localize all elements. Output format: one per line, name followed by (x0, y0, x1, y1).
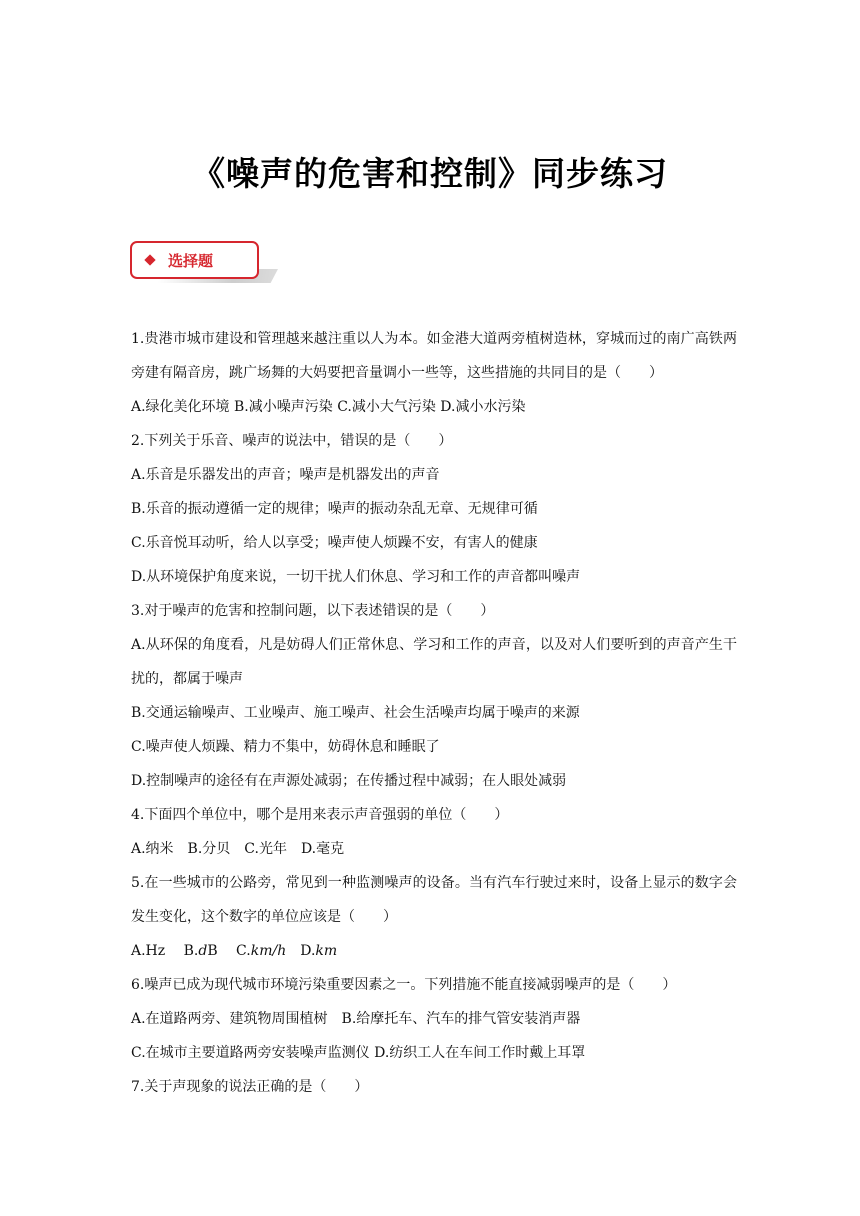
question-2-option-c: C.乐音悦耳动听，给人以享受；噪声使人烦躁不安，有害人的健康 (131, 535, 538, 551)
question-5-option-c: km/h (250, 943, 287, 959)
question-3-option-a: A.从环保的角度看，凡是妨碍人们正常休息、学习和工作的声音，以及对人们要听到的声音产生干扰的，都属于噪声 (131, 637, 737, 687)
question-2-option-d: D.从环境保护角度来说，一切干扰人们休息、学习和工作的声音都叫噪声 (131, 569, 581, 585)
question-5-option-d: km (315, 943, 338, 959)
question-3-option-d: D.控制噪声的途径有在声源处减弱；在传播过程中减弱；在人眼处减弱 (131, 773, 567, 789)
question-2-option-a: A.乐音是乐器发出的声音；噪声是机器发出的声音 (131, 467, 440, 483)
diamond-icon (144, 254, 155, 265)
question-1-options: A.绿化美化环境 B.减小噪声污染 C.减小大气污染 D.减小水污染 (131, 399, 526, 415)
question-list (131, 322, 737, 1104)
question-5-option-a: A.Hz B. (131, 943, 199, 959)
question-4-options: A.纳米 B.分贝 C.光年 D.毫克 (131, 841, 345, 857)
question-4-stem: 4.下面四个单位中，哪个是用来表示声音强弱的单位（ ） (131, 807, 509, 823)
question-6-options-cd: C.在城市主要道路两旁安装噪声监测仪 D.纺织工人在车间工作时戴上耳罩 (131, 1045, 586, 1061)
question-5-option-b-rest: B C. (207, 943, 251, 959)
section-label: 选择题 (168, 251, 214, 270)
section-header (130, 241, 280, 287)
question-3-option-c: C.噪声使人烦躁、精力不集中，妨碍休息和睡眠了 (131, 739, 440, 755)
question-1-stem: 1.贵港市城市建设和管理越来越注重以人为本。如金港大道两旁植树造林，穿城而过的南广高铁两旁建有隔音房，跳广场舞的大妈要把音量调小一些等，这些措施的共同目的是（ ） (131, 331, 737, 381)
section-header-box (130, 241, 259, 279)
question-3-stem: 3.对于噪声的危害和控制问题，以下表述错误的是（ ） (131, 603, 495, 619)
question-5-stem: 5.在一些城市的公路旁，常见到一种监测噪声的设备。当有汽车行驶过来时，设备上显示的数字会发生变化，这个数字的单位应该是（ ） (131, 875, 737, 925)
question-5-option-d-prefix: D. (286, 943, 316, 959)
question-5-options (131, 934, 737, 968)
question-2-stem: 2.下列关于乐音、噪声的说法中，错误的是（ ） (131, 433, 453, 449)
question-2-option-b: B.乐音的振动遵循一定的规律；噪声的振动杂乱无章、无规律可循 (131, 501, 538, 517)
question-6-stem: 6.噪声已成为现代城市环境污染重要因素之一。下列措施不能直接减弱噪声的是（ ） (131, 977, 677, 993)
question-6-options-ab: A.在道路两旁、建筑物周围植树 B.给摩托车、汽车的排气管安装消声器 (131, 1011, 581, 1027)
question-5-option-b-italic: d (198, 943, 208, 959)
question-7-stem: 7.关于声现象的说法正确的是（ ） (131, 1079, 369, 1095)
question-3-option-b: B.交通运输噪声、工业噪声、施工噪声、社会生活噪声均属于噪声的来源 (131, 705, 580, 721)
page-title: 《噪声的危害和控制》同步练习 (192, 154, 668, 193)
